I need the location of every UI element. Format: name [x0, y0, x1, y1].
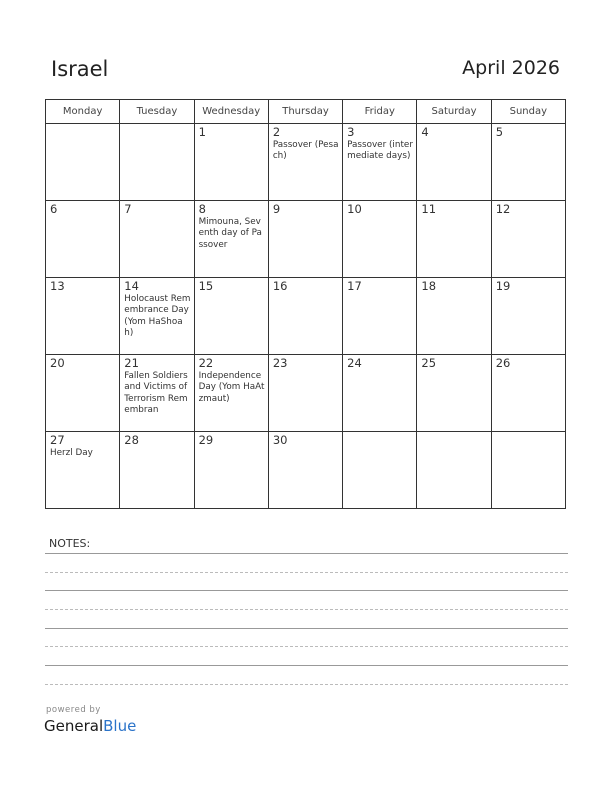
- holiday-text: [417, 216, 490, 217]
- weekday-header: Sunday: [491, 100, 565, 124]
- weekday-header: Monday: [46, 100, 120, 124]
- notes-line: [45, 684, 568, 685]
- country-title: Israel: [51, 57, 109, 81]
- day-number: 20: [50, 356, 65, 370]
- holiday-text: Fallen Soldiers and Victims of Terrorism Remembran: [124, 371, 188, 416]
- day-number: 11: [421, 202, 437, 216]
- holiday-text: Mimouna, Seventh day of Passover: [198, 217, 262, 250]
- day-number: 27: [50, 433, 65, 447]
- holiday-text: [269, 370, 342, 371]
- day-cell: [120, 432, 194, 509]
- day-number: 9: [272, 202, 281, 216]
- day-number: 15: [198, 279, 214, 293]
- day-number: 2: [272, 125, 281, 139]
- day-cell: [417, 278, 491, 355]
- brand-logo[interactable]: [44, 717, 136, 735]
- calendar-grid: [45, 99, 566, 509]
- week-row: [46, 124, 566, 201]
- weekday-header-row: [46, 100, 566, 124]
- holiday-text: [343, 434, 416, 435]
- holiday-text: [492, 293, 565, 294]
- holiday-text: [269, 447, 342, 448]
- day-number: 3: [347, 125, 355, 139]
- day-number: 5: [495, 125, 504, 139]
- holiday-text: [417, 293, 490, 294]
- day-number: 18: [421, 279, 437, 293]
- day-number: 6: [50, 202, 58, 216]
- holiday-text: [120, 447, 193, 448]
- day-number: 24: [347, 356, 362, 370]
- notes-line: [45, 590, 568, 591]
- day-cell: [417, 432, 491, 509]
- weekday-header: Thursday: [268, 100, 342, 124]
- day-number: 1: [198, 125, 206, 139]
- day-cell: [491, 201, 565, 278]
- holiday-text: [120, 126, 193, 127]
- holiday-text: [46, 216, 119, 217]
- notes-line: [45, 646, 568, 647]
- day-number: 21: [124, 356, 139, 370]
- notes-line: [45, 628, 568, 629]
- day-number: 30: [272, 433, 288, 447]
- day-cell: [417, 201, 491, 278]
- holiday-text: [343, 370, 416, 371]
- day-cell: [46, 432, 120, 509]
- day-cell: [46, 355, 120, 432]
- month-year-title: April 2026: [462, 57, 560, 79]
- day-number: 16: [272, 279, 288, 293]
- day-number: 19: [495, 279, 511, 293]
- week-row: [46, 278, 566, 355]
- holiday-text: [492, 139, 565, 140]
- day-cell: [120, 278, 194, 355]
- notes-line: [45, 553, 568, 554]
- day-cell: [417, 355, 491, 432]
- powered-by-text: powered by: [46, 705, 101, 715]
- week-row: [46, 432, 566, 509]
- holiday-text: [120, 216, 193, 217]
- notes-label: NOTES:: [49, 537, 91, 550]
- day-cell: [268, 278, 342, 355]
- holiday-text: [269, 293, 342, 294]
- day-number: 26: [495, 356, 511, 370]
- day-number: 17: [347, 279, 362, 293]
- day-cell: [343, 124, 417, 201]
- week-row: [46, 355, 566, 432]
- holiday-text: [195, 139, 268, 140]
- day-cell: [268, 355, 342, 432]
- day-number: 8: [198, 202, 206, 216]
- holiday-text: Holocaust Remembrance Day (Yom HaShoah): [124, 294, 191, 339]
- holiday-text: [46, 126, 119, 127]
- day-cell: [343, 355, 417, 432]
- day-number: 22: [198, 356, 214, 370]
- day-cell: [194, 278, 268, 355]
- holiday-text: [417, 434, 490, 435]
- holiday-text: Passover (Pesach): [272, 140, 339, 162]
- weekday-header: Saturday: [417, 100, 491, 124]
- day-cell: [343, 278, 417, 355]
- holiday-text: [46, 370, 119, 371]
- brand-name-blue: Blue: [103, 717, 137, 735]
- day-cell: [194, 201, 268, 278]
- day-number: 28: [124, 433, 139, 447]
- day-cell: [120, 355, 194, 432]
- day-cell: [46, 278, 120, 355]
- day-cell: [343, 432, 417, 509]
- day-cell: [417, 124, 491, 201]
- day-number: 12: [495, 202, 511, 216]
- day-cell: [491, 124, 565, 201]
- holiday-text: [492, 370, 565, 371]
- day-cell: [343, 201, 417, 278]
- day-number: 14: [124, 279, 139, 293]
- day-number: 23: [272, 356, 288, 370]
- holiday-text: Independence Day (Yom HaAtzmaut): [198, 371, 265, 404]
- holiday-text: [417, 139, 490, 140]
- day-cell: [194, 124, 268, 201]
- day-cell: [268, 201, 342, 278]
- weekday-header: Tuesday: [120, 100, 194, 124]
- holiday-text: [269, 216, 342, 217]
- notes-line: [45, 665, 568, 666]
- day-cell: [46, 124, 120, 201]
- day-cell: [194, 432, 268, 509]
- weekday-header: Wednesday: [194, 100, 268, 124]
- day-number: 10: [347, 202, 362, 216]
- day-cell: [120, 201, 194, 278]
- notes-line: [45, 572, 568, 573]
- brand-name-general: General: [44, 717, 104, 735]
- holiday-text: [417, 370, 490, 371]
- day-cell: [491, 355, 565, 432]
- day-cell: [491, 432, 565, 509]
- day-number: 25: [421, 356, 437, 370]
- holiday-text: [195, 293, 268, 294]
- day-number: 7: [124, 202, 132, 216]
- holiday-text: [492, 434, 565, 435]
- day-number: 29: [198, 433, 214, 447]
- holiday-text: [343, 216, 416, 217]
- holiday-text: Passover (intermediate days): [347, 140, 413, 162]
- day-number: 4: [421, 125, 429, 139]
- holiday-text: [343, 293, 416, 294]
- day-number: 13: [50, 279, 65, 293]
- week-row: [46, 201, 566, 278]
- holiday-text: [46, 293, 119, 294]
- day-cell: [120, 124, 194, 201]
- holiday-text: [492, 216, 565, 217]
- holiday-text: Herzl Day: [50, 448, 93, 458]
- weekday-header: Friday: [343, 100, 417, 124]
- day-cell: [268, 432, 342, 509]
- day-cell: [268, 124, 342, 201]
- day-cell: [491, 278, 565, 355]
- notes-line: [45, 609, 568, 610]
- day-cell: [46, 201, 120, 278]
- holiday-text: [195, 447, 268, 448]
- day-cell: [194, 355, 268, 432]
